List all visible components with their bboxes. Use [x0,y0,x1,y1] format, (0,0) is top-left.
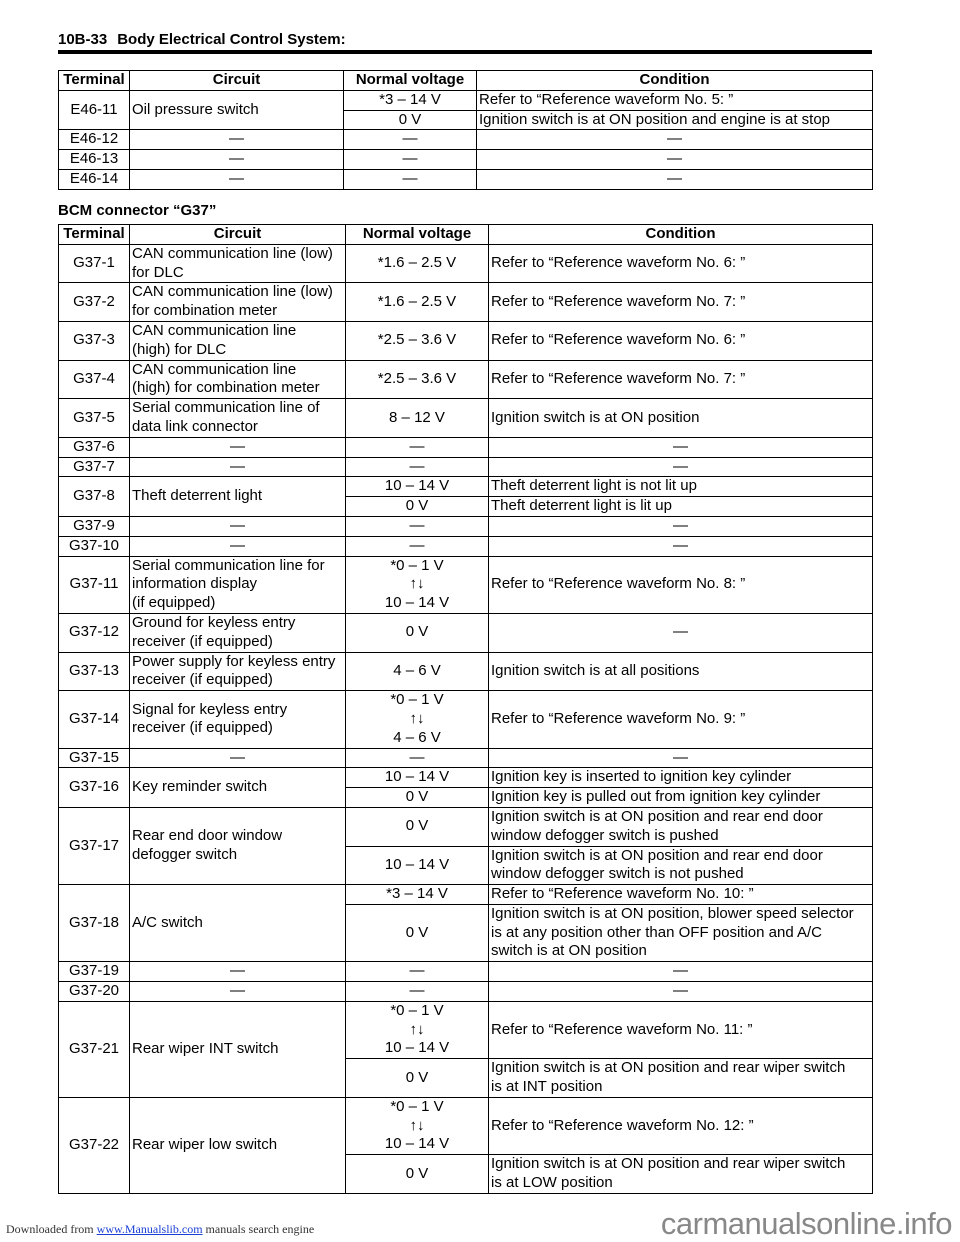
condition-cell: Refer to “Reference waveform No. 5: ” [477,90,873,110]
terminal-cell: G37-19 [59,962,130,982]
condition-cell: Ignition switch is at ON position [489,399,873,438]
circuit-cell: Rear wiper low switch [130,1097,346,1193]
condition-cell: Theft deterrent light is not lit up [489,477,873,497]
voltage-cell: — [346,457,489,477]
table-row [59,321,873,360]
voltage-cell: 0 V [346,497,489,517]
voltage-cell: 0 V [344,110,477,130]
terminal-cell: G37-6 [59,437,130,457]
circuit-cell: Signal for keyless entry receiver (if equipped) [130,691,346,748]
terminal-cell: G37-13 [59,652,130,691]
condition-cell: — [489,962,873,982]
table-row [59,283,873,322]
terminal-cell: G37-20 [59,982,130,1002]
terminal-cell: G37-8 [59,477,130,517]
voltage-cell: 0 V [346,1155,489,1194]
circuit-cell: — [130,130,344,150]
bcm-connector-heading: BCM connector “G37” [58,202,217,219]
watermark: carmanualsonline.info [660,1206,952,1241]
circuit-cell: — [130,748,346,768]
voltage-cell: 0 V [346,613,489,652]
section-title: Body Electrical Control System: [117,31,346,48]
condition-cell: — [489,437,873,457]
condition-cell: Ignition key is inserted to ignition key cylinder [489,768,873,788]
voltage-cell: 4 – 6 V [346,652,489,691]
terminal-cell: G37-16 [59,768,130,808]
circuit-cell: Serial communication line of data link connector [130,399,346,438]
condition-cell: Refer to “Reference waveform No. 7: ” [489,360,873,399]
condition-cell: Ignition switch is at ON position and rear end door window defogger switch is not pushed [489,846,873,885]
column-header: Circuit [130,225,346,245]
voltage-cell: — [344,150,477,170]
footer-suffix: manuals search engine [205,1222,315,1236]
table-row [59,748,873,768]
terminal-cell: G37-22 [59,1097,130,1193]
terminal-cell: G37-9 [59,516,130,536]
table-row [59,130,873,150]
table-row [59,244,873,283]
circuit-cell: CAN communication line (high) for DLC [130,321,346,360]
table-row [59,457,873,477]
footer-prefix: Downloaded from [6,1222,94,1236]
connector-g37-table [58,224,873,1194]
condition-cell: Theft deterrent light is lit up [489,497,873,517]
header-rule [58,50,872,54]
condition-cell: Ignition switch is at ON position and rear end door window defogger switch is pushed [489,807,873,846]
condition-cell: Refer to “Reference waveform No. 10: ” [489,885,873,905]
condition-cell: Refer to “Reference waveform No. 6: ” [489,321,873,360]
terminal-cell: G37-1 [59,244,130,283]
condition-cell: — [489,748,873,768]
condition-cell: — [489,536,873,556]
circuit-cell: Rear end door window defogger switch [130,807,346,884]
terminal-cell: G37-4 [59,360,130,399]
table-row [59,691,873,748]
terminal-cell: E46-11 [59,90,130,130]
condition-cell: — [489,516,873,536]
condition-cell: — [489,457,873,477]
voltage-cell: — [344,130,477,150]
terminal-cell: G37-14 [59,691,130,748]
voltage-cell: 10 – 14 V [346,768,489,788]
condition-cell: Refer to “Reference waveform No. 7: ” [489,283,873,322]
column-header: Terminal [59,225,130,245]
table-row [59,807,873,846]
terminal-cell: G37-10 [59,536,130,556]
table-row [59,437,873,457]
column-header: Normal voltage [344,71,477,91]
voltage-cell: 0 V [346,1059,489,1098]
condition-cell: Ignition switch is at ON position and engine is at stop [477,110,873,130]
table-row [59,556,873,613]
table-row [59,962,873,982]
circuit-cell: Oil pressure switch [130,90,344,130]
column-header: Condition [489,225,873,245]
voltage-cell: — [346,748,489,768]
voltage-cell: *0 – 1 V ↑↓ 10 – 14 V [346,1097,489,1154]
voltage-cell: *0 – 1 V ↑↓ 10 – 14 V [346,1001,489,1058]
column-header: Circuit [130,71,344,91]
terminal-cell: G37-11 [59,556,130,613]
circuit-cell: Serial communication line for information display (if equipped) [130,556,346,613]
terminal-cell: G37-12 [59,613,130,652]
column-header: Normal voltage [346,225,489,245]
condition-cell: — [477,169,873,189]
condition-cell: Refer to “Reference waveform No. 6: ” [489,244,873,283]
condition-cell: — [477,130,873,150]
header-row [59,71,873,91]
voltage-cell: — [346,982,489,1002]
voltage-cell: *2.5 – 3.6 V [346,360,489,399]
table-row [59,768,873,788]
terminal-cell: E46-13 [59,150,130,170]
column-header: Condition [477,71,873,91]
condition-cell: Refer to “Reference waveform No. 9: ” [489,691,873,748]
circuit-cell: Rear wiper INT switch [130,1001,346,1097]
circuit-cell: Ground for keyless entry receiver (if equipped) [130,613,346,652]
table-row [59,982,873,1002]
voltage-cell: *0 – 1 V ↑↓ 4 – 6 V [346,691,489,748]
terminal-cell: E46-12 [59,130,130,150]
voltage-cell: 0 V [346,807,489,846]
table-row [59,150,873,170]
column-header: Terminal [59,71,130,91]
condition-cell: Refer to “Reference waveform No. 8: ” [489,556,873,613]
circuit-cell: Power supply for keyless entry receiver (if equipped) [130,652,346,691]
table-row [59,885,873,905]
voltage-cell: *1.6 – 2.5 V [346,283,489,322]
terminal-cell: G37-3 [59,321,130,360]
table-row [59,360,873,399]
circuit-cell: — [130,516,346,536]
circuit-cell: CAN communication line (low) for combination meter [130,283,346,322]
terminal-cell: G37-5 [59,399,130,438]
circuit-cell: — [130,150,344,170]
circuit-cell: A/C switch [130,885,346,962]
table-row [59,399,873,438]
table-row [59,1097,873,1154]
voltage-cell: *3 – 14 V [346,885,489,905]
connector-e46-table [58,70,873,190]
circuit-cell: — [130,982,346,1002]
table-row [59,477,873,497]
circuit-cell: Theft deterrent light [130,477,346,517]
voltage-cell: — [346,437,489,457]
circuit-cell: — [130,169,344,189]
condition-cell: Refer to “Reference waveform No. 12: ” [489,1097,873,1154]
header-row [59,225,873,245]
circuit-cell: — [130,536,346,556]
table-row [59,516,873,536]
condition-cell: — [489,613,873,652]
condition-cell: Ignition switch is at ON position, blower speed selector is at any position other than OFF position and A/C switch is at ON position [489,904,873,961]
table-row [59,169,873,189]
condition-cell: — [489,982,873,1002]
terminal-cell: E46-14 [59,169,130,189]
voltage-cell: 10 – 14 V [346,477,489,497]
voltage-cell: — [344,169,477,189]
circuit-cell: CAN communication line (low) for DLC [130,244,346,283]
circuit-cell: CAN communication line (high) for combination meter [130,360,346,399]
condition-cell: Ignition switch is at ON position and rear wiper switch is at INT position [489,1059,873,1098]
footer [6,1222,314,1237]
terminal-cell: G37-18 [59,885,130,962]
condition-cell: Ignition switch is at all positions [489,652,873,691]
circuit-cell: Key reminder switch [130,768,346,808]
page-number: 10B-33 [58,31,108,48]
voltage-cell: — [346,536,489,556]
condition-cell: Ignition key is pulled out from ignition key cylinder [489,788,873,808]
voltage-cell: *2.5 – 3.6 V [346,321,489,360]
voltage-cell: *0 – 1 V ↑↓ 10 – 14 V [346,556,489,613]
voltage-cell: *3 – 14 V [344,90,477,110]
voltage-cell: 0 V [346,904,489,961]
voltage-cell: 8 – 12 V [346,399,489,438]
terminal-cell: G37-17 [59,807,130,884]
table-row [59,536,873,556]
voltage-cell: — [346,516,489,536]
circuit-cell: — [130,457,346,477]
circuit-cell: — [130,962,346,982]
circuit-cell: — [130,437,346,457]
table-row [59,613,873,652]
terminal-cell: G37-21 [59,1001,130,1097]
terminal-cell: G37-7 [59,457,130,477]
manualslib-link[interactable]: www.Manualslib.com [96,1222,203,1236]
condition-cell: Ignition switch is at ON position and rear wiper switch is at LOW position [489,1155,873,1194]
condition-cell: — [477,150,873,170]
table-row [59,1001,873,1058]
terminal-cell: G37-2 [59,283,130,322]
table-row [59,652,873,691]
voltage-cell: 10 – 14 V [346,846,489,885]
terminal-cell: G37-15 [59,748,130,768]
table-row [59,90,873,110]
voltage-cell: *1.6 – 2.5 V [346,244,489,283]
voltage-cell: — [346,962,489,982]
voltage-cell: 0 V [346,788,489,808]
page-header [58,31,356,48]
condition-cell: Refer to “Reference waveform No. 11: ” [489,1001,873,1058]
